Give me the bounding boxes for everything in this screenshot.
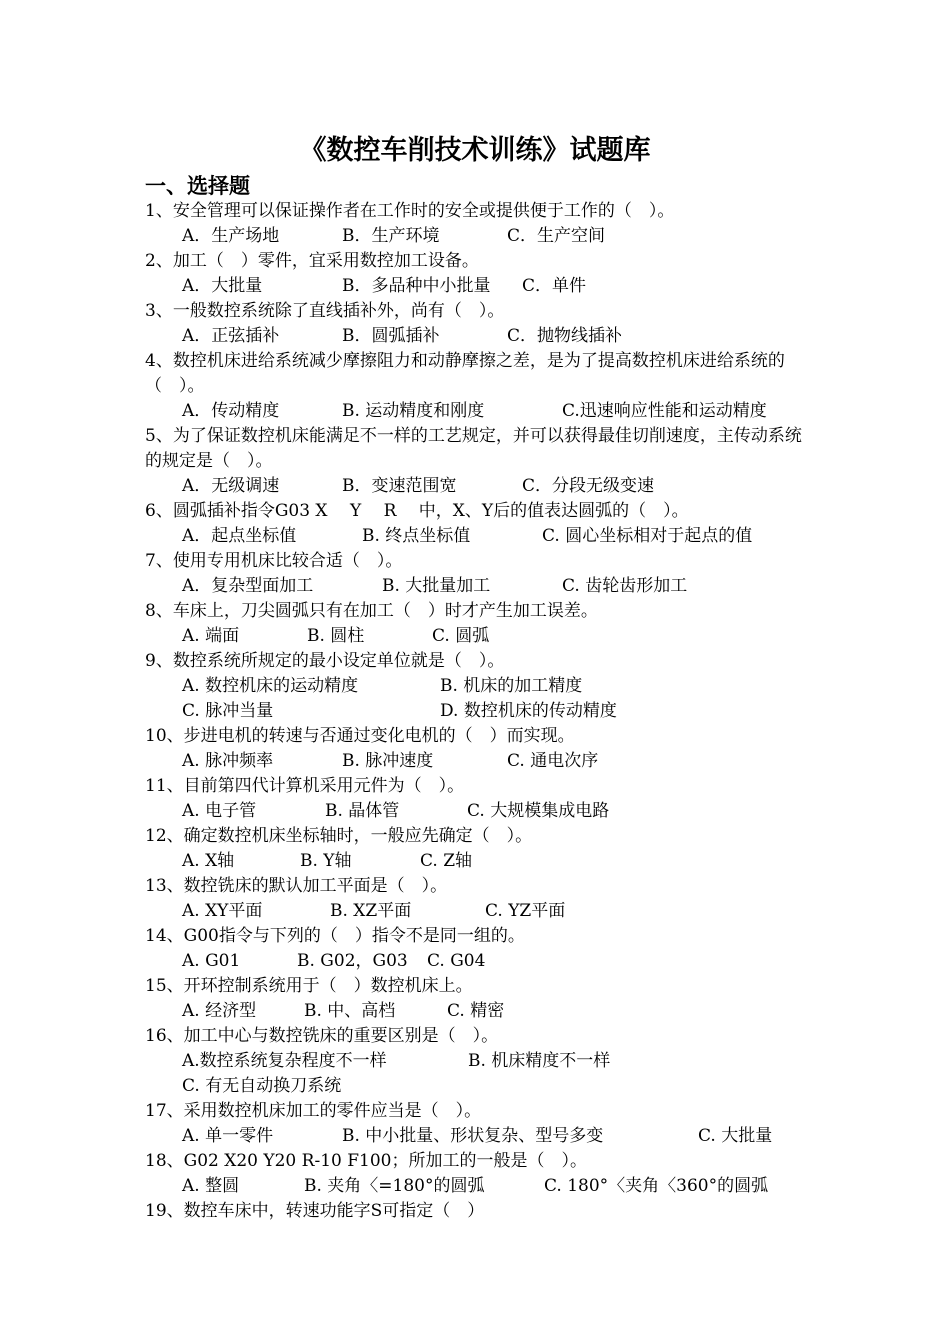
option-item: A．传动精度 [182,401,280,421]
option-item: C. 通电次序 [507,751,599,771]
option-item: C. 齿轮齿形加工 [562,576,688,596]
question-14-options [145,949,815,974]
question-10-options [145,749,815,774]
question-10: 10、步进电机的转速与否通过变化电机的（ ）而实现。 [145,726,575,746]
question-9-options [145,699,815,724]
option-item: C. 有无自动换刀系统 [182,1076,342,1096]
option-item: B. XZ平面 [330,901,412,921]
question-3: 3、一般数控系统除了直线插补外，尚有（ ）。 [145,301,505,321]
option-item: C. 180°〈夹角〈360°的圆弧 [544,1176,769,1196]
option-item: A. 经济型 [182,1001,257,1021]
option-item: C. 大规模集成电路 [467,801,610,821]
option-item: B. Y轴 [300,851,352,871]
question-13: 13、数控铣床的默认加工平面是（ ）。 [145,876,448,896]
question-9-options [145,674,815,699]
option-item: A. G01 [182,951,241,971]
option-item: C.迅速响应性能和运动精度 [562,401,767,421]
option-item: C. 大批量 [698,1126,773,1146]
option-item: B. G02，G03 [297,951,408,971]
question-7-options [145,574,815,599]
option-item: C. 圆弧 [432,626,490,646]
option-item: B. 运动精度和刚度 [342,401,485,421]
question-6: 6、圆弧插补指令G03 X Y R 中，X、Y后的值表达圆弧的（ ）。 [145,501,689,521]
question-19: 19、数控车床中，转速功能字S可指定（ ） [145,1201,485,1221]
question-14: 14、G00指令与下列的（ ）指令不是同一组的。 [145,926,525,946]
option-item: A．生产场地 [182,226,280,246]
option-item: B．变速范围宽 [342,476,457,496]
question-11: 11、目前第四代计算机采用元件为（ ）。 [145,776,465,796]
option-item: B. 大批量加工 [382,576,491,596]
option-item: A. XY平面 [182,901,263,921]
option-item: A. 整圆 [182,1176,240,1196]
section-heading: 一、选择题 [145,174,250,198]
question-17: 17、采用数控机床加工的零件应当是（ ）。 [145,1101,482,1121]
option-item: A. 电子管 [182,801,257,821]
question-18: 18、G02 X20 Y20 R-10 F100；所加工的一般是（ ）。 [145,1151,587,1171]
option-item: A. 数控机床的运动精度 [182,676,359,696]
question-16: 16、加工中心与数控铣床的重要区别是（ ）。 [145,1026,499,1046]
option-item: A. 脉冲频率 [182,751,274,771]
question-12: 12、确定数控机床坐标轴时，一般应先确定（ ）。 [145,826,533,846]
option-item: B. 中小批量、形状复杂、型号多变 [342,1126,604,1146]
option-item: B. 脉冲速度 [342,751,434,771]
question-15: 15、开环控制系统用于（ ）数控机床上。 [145,976,473,996]
question-12-options [145,849,815,874]
question-18-options [145,1174,815,1199]
question-2-options [145,274,815,299]
question-8-options [145,624,815,649]
option-item: C. 圆心坐标相对于起点的值 [542,526,753,546]
option-item: B. 夹角〈=180°的圆弧 [304,1176,485,1196]
question-4-options [145,399,815,424]
question-6-options [145,524,815,549]
question-5: 5、为了保证数控机床能满足不一样的工艺规定，并可以获得最佳切削速度，主传动系统的规定是（ ）。 [145,426,802,471]
question-7: 7、使用专用机床比较合适（ ）。 [145,551,403,571]
option-item: C. 精密 [447,1001,505,1021]
option-item: B. 机床的加工精度 [440,676,583,696]
option-item: B．圆弧插补 [342,326,440,346]
option-item: B. 圆柱 [307,626,365,646]
question-5-options [145,474,815,499]
question-17-options [145,1124,815,1149]
option-item: A. 端面 [182,626,240,646]
option-item: C．分段无级变速 [522,476,655,496]
option-item: A．起点坐标值 [182,526,297,546]
option-item: A．无级调速 [182,476,280,496]
question-13-options [145,899,815,924]
question-1-options [145,224,815,249]
question-16-options [145,1074,815,1099]
question-1: 1、安全管理可以保证操作者在工作时的安全或提供便于工作的（ ）。 [145,201,675,221]
option-item: A．大批量 [182,276,263,296]
option-item: D. 数控机床的传动精度 [440,701,617,721]
option-item: A. 单一零件 [182,1126,274,1146]
question-15-options [145,999,815,1024]
question-8: 8、车床上，刀尖圆弧只有在加工（ ）时才产生加工误差。 [145,601,598,621]
option-item: A. X轴 [182,851,235,871]
option-item: C．抛物线插补 [507,326,623,346]
question-9: 9、数控系统所规定的最小设定单位就是（ ）。 [145,651,505,671]
option-item: C．生产空间 [507,226,606,246]
question-4: 4、数控机床进给系统减少摩擦阻力和动静摩擦之差，是为了提高数控机床进给系统的（ ）。 [145,351,785,396]
document-title: 《数控车削技术训练》试题库 [299,135,651,166]
option-item: C. G04 [427,951,486,971]
question-11-options [145,799,815,824]
question-3-options [145,324,815,349]
option-item: B. 晶体管 [325,801,400,821]
option-item: A．复杂型面加工 [182,576,314,596]
option-item: C. Z轴 [420,851,473,871]
question-list [145,199,815,1224]
question-2: 2、加工（ ）零件，宜采用数控加工设备。 [145,251,479,271]
option-item: A．正弦插补 [182,326,280,346]
option-item: B．多品种中小批量 [342,276,491,296]
option-item: C. 脉冲当量 [182,701,274,721]
option-item: B. 机床精度不一样 [468,1051,611,1071]
option-item: B．生产环境 [342,226,440,246]
question-16-options [145,1049,815,1074]
option-item: A.数控系统复杂程度不一样 [182,1051,387,1071]
option-item: C. YZ平面 [485,901,566,921]
option-item: B. 中、高档 [304,1001,396,1021]
option-item: C．单件 [522,276,587,296]
option-item: B. 终点坐标值 [362,526,471,546]
